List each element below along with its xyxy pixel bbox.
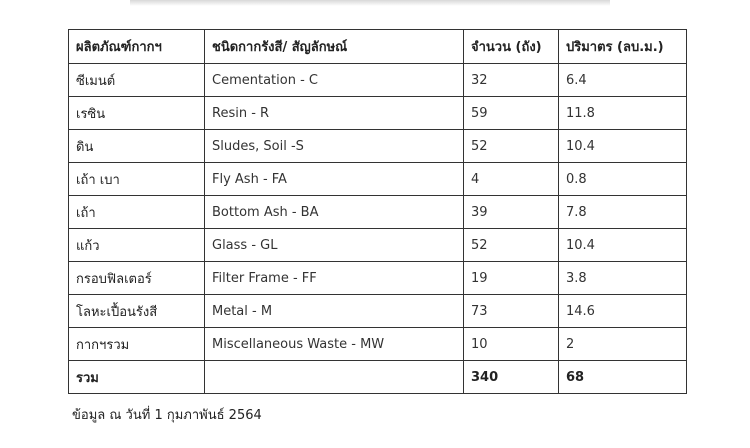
product-cell: โลหะเปื้อนรังสี <box>69 295 205 328</box>
drum-count-cell: 52 <box>464 229 559 262</box>
total-count: 340 <box>464 361 559 394</box>
product-cell: เถ้า เบา <box>69 163 205 196</box>
waste-type-cell: Fly Ash - FA <box>205 163 464 196</box>
table-row <box>69 328 687 361</box>
product-cell: กากฯรวม <box>69 328 205 361</box>
volume-cell: 0.8 <box>559 163 687 196</box>
table-row <box>69 130 687 163</box>
volume-cell: 7.8 <box>559 196 687 229</box>
product-cell: เถ้า <box>69 196 205 229</box>
volume-cell: 2 <box>559 328 687 361</box>
drum-count-cell: 4 <box>464 163 559 196</box>
drum-count-cell: 19 <box>464 262 559 295</box>
total-label: รวม <box>69 361 205 394</box>
drum-count-cell: 73 <box>464 295 559 328</box>
waste-type-cell: Filter Frame - FF <box>205 262 464 295</box>
drum-count-cell: 10 <box>464 328 559 361</box>
product-cell: ซีเมนต์ <box>69 64 205 97</box>
drum-count-cell: 32 <box>464 64 559 97</box>
table-row <box>69 295 687 328</box>
waste-type-cell: Miscellaneous Waste - MW <box>205 328 464 361</box>
volume-cell: 6.4 <box>559 64 687 97</box>
total-type <box>205 361 464 394</box>
header-volume: ปริมาตร (ลบ.ม.) <box>559 30 687 64</box>
table-total-row <box>69 361 687 394</box>
waste-type-cell: Sludes, Soil -S <box>205 130 464 163</box>
volume-cell: 11.8 <box>559 97 687 130</box>
header-drum-count: จำนวน (ถัง) <box>464 30 559 64</box>
volume-cell: 10.4 <box>559 130 687 163</box>
waste-type-cell: Glass - GL <box>205 229 464 262</box>
table-header-row <box>69 30 687 64</box>
drum-count-cell: 52 <box>464 130 559 163</box>
table-row <box>69 163 687 196</box>
table-row <box>69 229 687 262</box>
product-cell: เรซิน <box>69 97 205 130</box>
drum-count-cell: 59 <box>464 97 559 130</box>
table-row <box>69 196 687 229</box>
table-row <box>69 262 687 295</box>
volume-cell: 14.6 <box>559 295 687 328</box>
volume-cell: 3.8 <box>559 262 687 295</box>
product-cell: ดิน <box>69 130 205 163</box>
volume-cell: 10.4 <box>559 229 687 262</box>
radioactive-waste-table <box>68 29 687 394</box>
product-cell: กรอบฟิลเตอร์ <box>69 262 205 295</box>
table-row <box>69 97 687 130</box>
table-row <box>69 64 687 97</box>
waste-type-cell: Metal - M <box>205 295 464 328</box>
product-cell: แก้ว <box>69 229 205 262</box>
top-edge-shadow <box>130 0 610 6</box>
waste-type-cell: Bottom Ash - BA <box>205 196 464 229</box>
waste-type-cell: Cementation - C <box>205 64 464 97</box>
data-date-note: ข้อมูล ณ วันที่ 1 กุมภาพันธ์ 2564 <box>72 408 262 423</box>
header-waste-type: ชนิดกากรังสี/ สัญลักษณ์ <box>205 30 464 64</box>
total-volume: 68 <box>559 361 687 394</box>
waste-type-cell: Resin - R <box>205 97 464 130</box>
header-product: ผลิตภัณฑ์กากฯ <box>69 30 205 64</box>
drum-count-cell: 39 <box>464 196 559 229</box>
